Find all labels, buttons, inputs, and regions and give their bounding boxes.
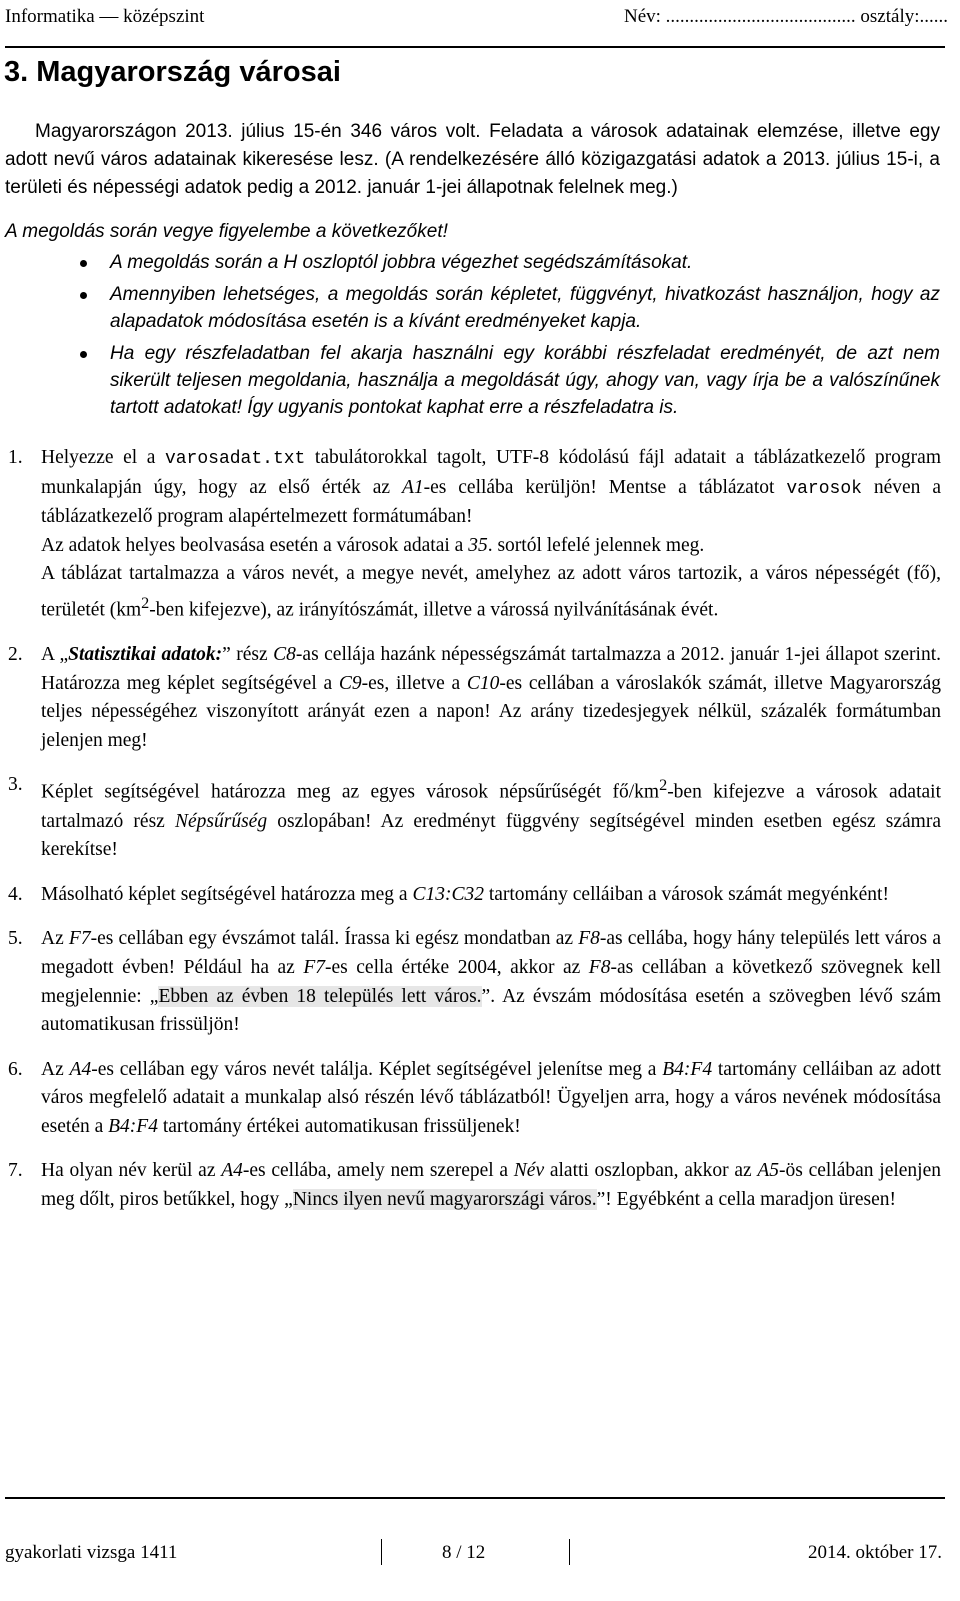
task-4: 4. Másolható képlet segítségével határozza meg a C13:C32 tartomány celláiban a városok számát megyénként! [5,881,941,910]
file-name: varosadat.txt [164,449,306,469]
sheet-part-name: Statisztikai adatok: [68,644,223,666]
intro-paragraph [5,118,940,202]
intro-text: Magyarországon 2013. július 15-én 346 város volt. Feladata a városok adatainak elemzése, illetve egy adott nevű város adatainak kikeresése lesz. (A rendelkezésére álló közigazgatási adatok a 2013. július 15-i, a területi és népességi adatok pedig a 2012. január 1-jei állapotnak felelnek meg.) [5,121,940,198]
header-subject: Informatika — középszint [5,6,205,27]
error-message-text: Nincs ilyen nevű magyarországi város. [292,1189,597,1211]
task-number: 4. [8,883,23,905]
task-2: 2. A „Statisztikai adatok:” rész C8-as cellája hazánk népességszámát tartalmazza a 2012. január 1-jei állapot szerint. Határozza meg képlet segítségével a C9-es, illetve a C10-es cellában a városlakók számát, illetve Magyarország teljes népességéhez viszonyított arányát ezen a napon! Az arány tizedesjegyek nélkül, százalék formátumban jelenjen meg! [5,641,941,755]
task-1-para-3: A táblázat tartalmazza a város nevét, a megye nevét, amelyhez az adott város tartozik, a város népességét (fő), területét ($km^2$-ben kifejezve), az irányítószámát, illetve a várossá nyilvánításának évét. [41,563,941,621]
task-number: 1. [8,447,23,468]
task-number: 5. [8,928,23,950]
task-number: 2. [8,644,23,666]
task-1 [5,444,941,625]
task-list [5,444,941,1231]
task-number: 7. [8,1160,23,1182]
note-item: Amennyiben lehetséges, a megoldás során képletet, függvényt, hivatkozást használjon, hogy az alapadatok módosítása esetén is a kívánt eredményeket kapja. [110,281,940,335]
footer-rule [5,1497,945,1499]
example-output-text: Ebben az évben 18 település lett város. [158,985,482,1007]
footer-date: 2014. október 17. [807,1542,942,1563]
task-5: 5. Az F7-es cellában egy évszámot talál. Írassa ki egész mondatban az F8-as cellába, hogy hány település lett város a megadott évben! Például ha az F7-es cella értéke 2004, akkor az F8-as cellában a következő szövegnek kell megjelennie: „Ebben az évben 18 település lett város.”. Az évszám módosítása esetén a szövegben lévő szám automatikusan frissüljön! [5,925,941,1039]
notes-lead: A megoldás során vegye figyelembe a következőket! [5,221,448,242]
page-footer [0,1497,960,1601]
task-3: 3. Képlet segítségével határozza meg az egyes városok népsűrűségét $fő/km^2$-ben kifejezve a városok adatait tartalmazó rész Népsűrűség oszlopában! Az eredményt függvény segítségével minden esetben egész számra kerekítse! [5,771,941,864]
bullet-icon [80,292,87,299]
header-rule [5,46,945,48]
footer-separator [381,1539,382,1565]
task-7: 7. Ha olyan név kerül az A4-es cellába, amely nem szerepel a Név alatti oszlopban, akkor az A5-ös cellában jelenjen meg dőlt, piros betűkkel, hogy „Nincs ilyen nevű magyarországi város.”! Egyébként a cella maradjon üresen! [5,1157,941,1214]
bullet-icon [80,351,87,358]
bullet-icon [80,260,87,267]
footer-separator [569,1539,570,1565]
header-name-class-field: Név: ........................................ osztály:...... [623,6,948,27]
footer-page-number: 8 / 12 [442,1542,486,1563]
task-6: 6. Az A4-es cellában egy város nevét találja. Képlet segítségével jelenítse meg a B4:F4 tartomány celláiban az adott város megfelelő adatait a munkalap alsó részén lévő táblázatból! Ügyeljen arra, hogy a város nevének módosítása esetén a B4:F4 tartomány értékei automatikusan frissüljenek! [5,1056,941,1142]
task-number: 3. [8,774,23,796]
task-number: 6. [8,1058,23,1080]
task-1-para-2: Az adatok helyes beolvasása esetén a városok adatai a 35. sortól lefelé jelennek meg. [41,534,705,556]
note-item: Ha egy részfeladatban fel akarja használni egy korábbi részfeladat eredményét, de azt nem sikerült teljesen megoldania, használja a megoldását úgy, ahogy van, vagy írja be a valószínűnek tartott adatokat! Így ugyanis pontokat kaphat erre a részfeladatra is. [110,340,940,421]
notes-list [110,249,940,426]
note-item: A megoldás során a H oszloptól jobbra végezhet segédszámításokat. [110,249,940,276]
section-title: 3. Magyarország városai [4,56,341,88]
save-name: varosok [786,478,862,499]
page-header [0,0,960,46]
task-1-para-1: Helyezze el a varosadat.txt tabulátorokkal tagolt, UTF-8 kódolású fájl adatait a táblázatkezelő program munkalapján úgy, hogy az első érték az A1-es cellába kerüljön! Mentse a táblázatot varosok néven a táblázatkezelő program alapértelmezett formátumában! [41,447,941,528]
footer-exam-id: gyakorlati vizsga 1411 [5,1542,178,1563]
